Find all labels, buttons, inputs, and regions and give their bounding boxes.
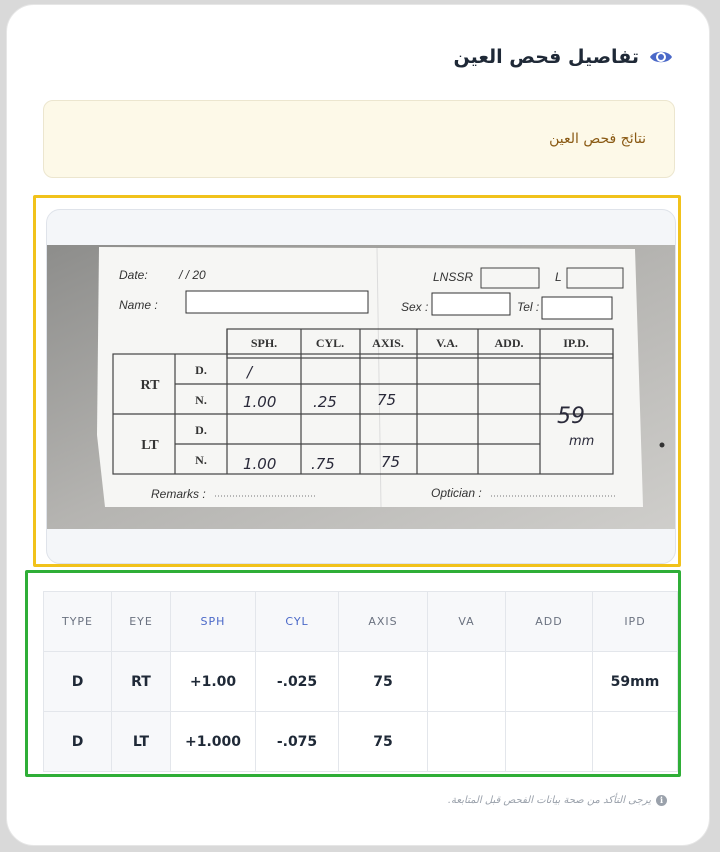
cell-sph[interactable]: +1.000 [171,712,256,772]
handwriting-rt-n-sph: 1.00 [243,393,277,411]
eye-icon [649,45,673,69]
handwriting-lt-n-sph: 1.00 [243,455,277,473]
page-title: تفاصيل فحص العين [453,46,639,68]
footnote-text: يرجى التأكد من صحة بيانات الفحص قبل المتابعة. [447,795,651,806]
form-tel-label: Tel : [517,300,540,314]
form-col-sph: SPH. [250,336,278,350]
cell-cyl[interactable]: -.025 [256,652,339,712]
form-row-rt: RT [140,378,160,393]
prescription-image-highlight [33,195,681,567]
verification-note [448,795,667,806]
col-header-va: VA [428,592,506,652]
prescription-photo [47,245,676,529]
handwriting-rt-n-cyl: .25 [313,393,337,411]
handwriting-ipd-unit: mm [569,434,595,449]
cell-va[interactable] [428,712,506,772]
cell-add[interactable] [506,712,593,772]
info-icon: i [656,795,667,806]
results-notice [43,100,675,178]
notice-text: نتائج فحص العين [549,131,646,147]
form-col-va: V.A. [436,336,458,350]
cell-cyl[interactable]: -.075 [256,712,339,772]
cell-eye: LT [112,712,171,772]
form-optician-label: Optician : [431,486,482,500]
col-header-add: ADD [506,592,593,652]
form-l-label: L [555,270,562,284]
form-remarks-label: Remarks : [151,487,206,501]
form-sex-label: Sex : [401,300,429,314]
col-header-axis: AXIS [339,592,428,652]
table-row [44,712,678,772]
cell-ipd[interactable]: 59mm [593,652,678,712]
cell-va[interactable] [428,652,506,712]
cell-axis[interactable]: 75 [339,712,428,772]
col-header-ipd: IPD [593,592,678,652]
form-col-axis: AXIS. [372,336,404,350]
form-row-lt-n: N. [195,453,207,467]
form-col-cyl: CYL. [315,336,345,350]
table-row [44,652,678,712]
table-header-row [44,592,678,652]
form-col-ipd: IP.D. [563,336,589,350]
col-header-sph: SPH [171,592,256,652]
col-header-cyl: CYL [256,592,339,652]
results-table-highlight [25,570,681,777]
handwriting-ipd: 59 [557,404,585,429]
handwriting-rt-d-sph: / [247,363,253,381]
cell-sph[interactable]: +1.00 [171,652,256,712]
handwriting-lt-n-cyl: .75 [311,455,335,473]
col-header-eye: EYE [112,592,171,652]
cell-ipd[interactable] [593,712,678,772]
cell-eye: RT [112,652,171,712]
cell-type: D [44,652,112,712]
form-row-lt-d: D. [195,423,207,437]
card-header [453,45,673,69]
form-date-label: Date: [119,268,148,282]
form-row-lt: LT [141,438,159,453]
cell-type: D [44,712,112,772]
cell-add[interactable] [506,652,593,712]
exam-details-card [6,4,710,846]
form-row-rt-n: N. [195,393,207,407]
handwriting-rt-n-axis: 75 [377,391,397,409]
form-row-rt-d: D. [195,363,207,377]
col-header-type: TYPE [44,592,112,652]
results-table [43,591,678,772]
form-name-label: Name : [119,298,158,312]
form-col-add: ADD. [494,336,524,350]
form-date-value: / / 20 [179,268,206,282]
cell-axis[interactable]: 75 [339,652,428,712]
form-lnssr-label: LNSSR [433,270,474,284]
prescription-image-card[interactable] [46,209,676,564]
handwriting-lt-n-axis: 75 [381,453,401,471]
